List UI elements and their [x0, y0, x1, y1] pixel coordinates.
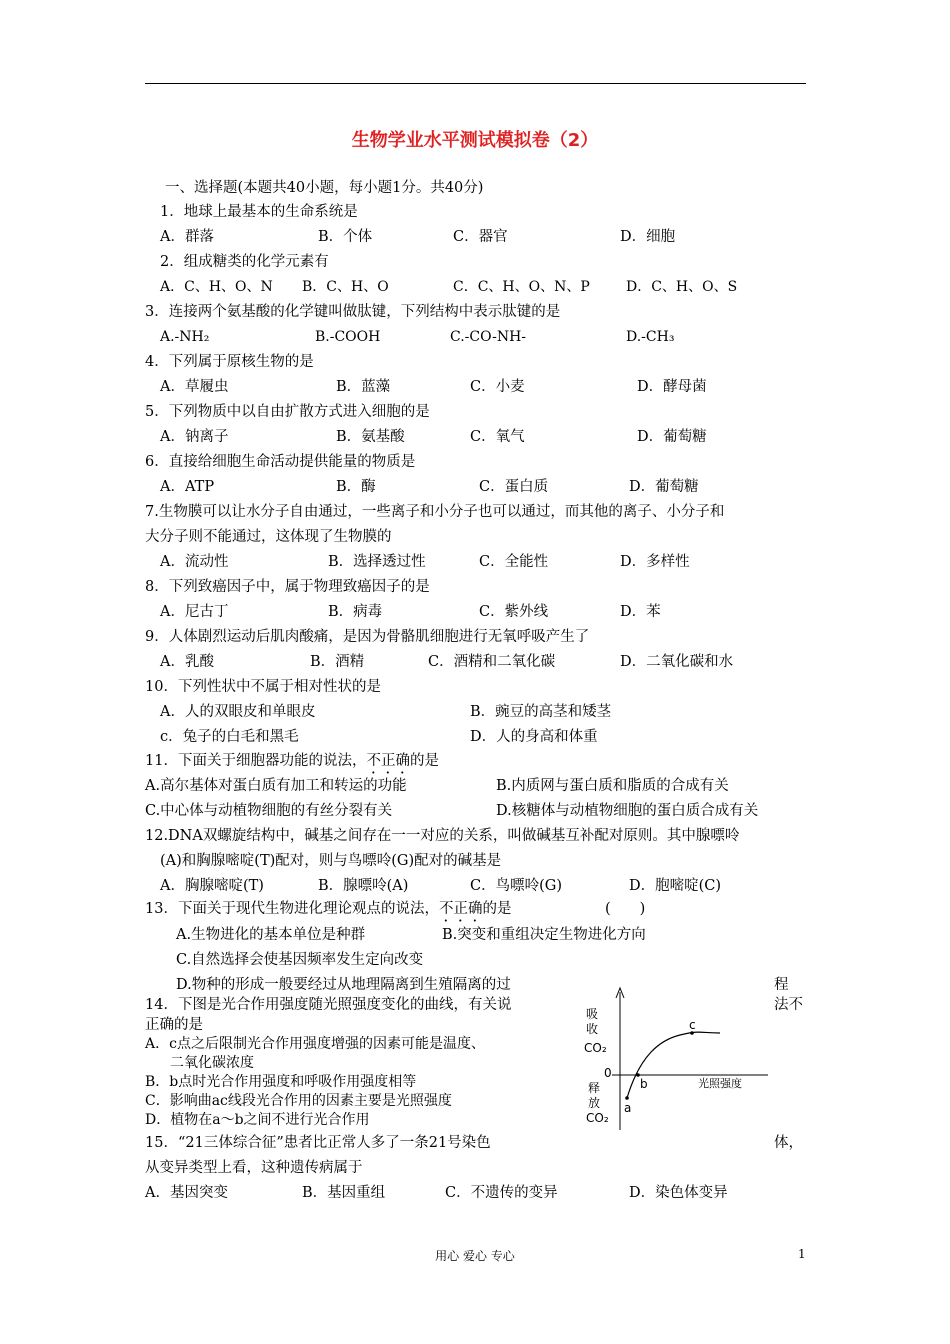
q4-option-b: B．蓝藻: [336, 379, 391, 395]
point-a-label: a: [624, 1101, 632, 1115]
q14-option-a-line2: 二氧化碳浓度: [170, 1055, 254, 1071]
q3-option-a: A.-NH₂: [160, 329, 210, 345]
q11-option-a: A.高尔基体对蛋白质有加工和转运的功能: [145, 778, 407, 794]
q15-option-c: C．不遗传的变异: [445, 1185, 558, 1201]
q12-option-c: C．鸟嘌呤(G): [470, 878, 562, 894]
q11-option-d: D.核糖体与动植物细胞的蛋白质合成有关: [496, 803, 759, 819]
q4-option-a: A．草履虫: [160, 379, 229, 395]
y-label-absorb-1: 吸: [586, 1007, 599, 1021]
q6-option-b: B．酶: [336, 479, 376, 495]
q8-option-d: D．苯: [620, 604, 661, 620]
q14-option-d: D．植物在a～b之间不进行光合作用: [145, 1112, 370, 1128]
q6-option-a: A．ATP: [160, 479, 215, 495]
q13-option-a: A.生物进化的基本单位是种群: [176, 927, 366, 943]
q4-option-c: C．小麦: [470, 379, 525, 395]
q1-option-d: D．细胞: [620, 229, 676, 245]
q11-emphasis: 不正确: [366, 753, 410, 769]
q13-option-d-end: 程: [774, 977, 789, 993]
x-axis-label: 光照强度: [698, 1077, 742, 1090]
q1-option-c: C．器官: [453, 229, 508, 245]
photosynthesis-light-curve: [580, 980, 780, 1132]
q9-stem: 9．人体剧烈运动后肌肉酸痛，是因为骨骼肌细胞进行无氧呼吸产生了: [145, 629, 590, 645]
y-label-release-co2: CO₂: [586, 1111, 609, 1125]
q11-option-b: B.内质网与蛋白质和脂质的合成有关: [496, 778, 729, 794]
q14-stem-line2: 正确的是: [145, 1017, 203, 1033]
q12-stem-line1: 12.DNA双螺旋结构中，碱基之间存在一一对应的关系，叫做碱基互补配对原则。其中腺嘌呤: [145, 828, 740, 844]
q13-answer-paren: ( ): [605, 901, 646, 917]
q13-option-d: D.物种的形成一般要经过从地理隔离到生殖隔离的过: [176, 977, 511, 993]
q7-option-d: D．多样性: [620, 554, 690, 570]
q7-stem-line1: 7.生物膜可以让水分子自由通过，一些离子和小分子也可以通过，而其他的离子、小分子和: [145, 504, 725, 520]
q6-stem: 6．直接给细胞生命活动提供能量的物质是: [145, 454, 416, 470]
q15-stem-line1-end: 体，: [774, 1135, 803, 1151]
q9-option-a: A．乳酸: [160, 654, 214, 670]
q4-stem: 4．下列属于原核生物的是: [145, 354, 314, 370]
q8-option-b: B．病毒: [328, 604, 383, 620]
origin-label: 0: [604, 1066, 612, 1080]
q10-option-b: B．豌豆的高茎和矮茎: [470, 704, 612, 720]
q6-option-d: D．葡萄糖: [629, 479, 699, 495]
q12-option-b: B．腺嘌呤(A): [318, 878, 409, 894]
q9-option-c: C．酒精和二氧化碳: [428, 654, 556, 670]
q15-stem-line2: 从变异类型上看，这种遗传病属于: [145, 1160, 363, 1176]
q3-option-d: D.-CH₃: [626, 329, 675, 345]
page-number: 1: [798, 1247, 806, 1261]
q3-option-c: C.-CO-NH-: [450, 329, 527, 345]
q13-stem: [145, 900, 511, 925]
q11-stem: [145, 752, 439, 777]
q7-stem-line2: 大分子则不能通过，这体现了生物膜的: [145, 529, 392, 545]
q2-option-c: C．C、H、O、N、P: [453, 279, 590, 295]
q3-option-b: B.-COOH: [315, 329, 381, 345]
q2-option-d: D．C、H、O、S: [626, 279, 738, 295]
q9-option-d: D．二氧化碳和水: [620, 654, 734, 670]
q3-stem: 3．连接两个氨基酸的化学键叫做肽键，下列结构中表示肽键的是: [145, 304, 561, 320]
q11-stem-pre: 11．下面关于细胞器功能的说法，: [145, 753, 367, 769]
q7-option-c: C．全能性: [479, 554, 549, 570]
q10-stem: 10．下列性状中不属于相对性状的是: [145, 679, 381, 695]
q15-option-b: B．基因重组: [302, 1185, 386, 1201]
q8-stem: 8．下列致癌因子中，属于物理致癌因子的是: [145, 579, 430, 595]
q13-stem-pre: 13．下面关于现代生物进化理论观点的说法，: [145, 901, 439, 917]
q1-option-b: B．个体: [318, 229, 373, 245]
q13-option-b: B.突变和重组决定生物进化方向: [442, 927, 646, 943]
q6-option-c: C．蛋白质: [479, 479, 549, 495]
q14-stem-line1-end: 法不: [774, 997, 803, 1013]
q7-option-a: A．流动性: [160, 554, 229, 570]
q4-option-d: D．酵母菌: [637, 379, 707, 395]
q11-stem-post: 的是: [409, 753, 439, 769]
y-label-release-1: 释: [588, 1081, 601, 1095]
q10-option-d: D．人的身高和体重: [470, 729, 598, 745]
q5-option-a: A．钠离子: [160, 429, 229, 445]
q8-option-a: A．尼古丁: [160, 604, 229, 620]
section-heading: 一、选择题(本题共40小题，每小题1分。共40分): [165, 180, 484, 196]
q5-stem: 5．下列物质中以自由扩散方式进入细胞的是: [145, 404, 430, 420]
q14-option-c: C．影响曲ac线段光合作用的因素主要是光照强度: [145, 1093, 452, 1109]
y-label-release-2: 放: [588, 1096, 601, 1110]
q12-option-a: A．胸腺嘧啶(T): [160, 878, 264, 894]
y-label-absorb-2: 收: [586, 1022, 599, 1036]
q15-stem-line1: 15．“21三体综合征”患者比正常人多了一条21号染色: [145, 1135, 491, 1151]
point-b-label: b: [640, 1077, 648, 1091]
q12-stem-line2: (A)和胸腺嘧啶(T)配对，则与鸟嘌呤(G)配对的碱基是: [160, 853, 502, 869]
q7-option-b: B．选择透过性: [328, 554, 426, 570]
page-title: 生物学业水平测试模拟卷（2）: [351, 130, 599, 151]
q14-option-b: B．b点时光合作用强度和呼吸作用强度相等: [145, 1074, 417, 1090]
q15-option-a: A．基因突变: [145, 1185, 228, 1201]
q1-option-a: A．群落: [160, 229, 214, 245]
q15-option-d: D．染色体变异: [629, 1185, 728, 1201]
q13-stem-post: 的是: [482, 901, 512, 917]
q1-stem: 1．地球上最基本的生命系统是: [160, 204, 358, 220]
footer-text: 用心 爱心 专心: [435, 1249, 515, 1263]
q2-stem: 2．组成糖类的化学元素有: [160, 254, 329, 270]
header-rule: [145, 83, 806, 84]
q2-option-a: A．C、H、O、N: [160, 279, 273, 295]
q14-option-a-line1: A．c点之后限制光合作用强度增强的因素可能是温度、: [145, 1036, 485, 1052]
point-c-label: c: [689, 1018, 696, 1032]
y-label-absorb-co2: CO₂: [584, 1041, 607, 1055]
q9-option-b: B．酒精: [310, 654, 365, 670]
q8-option-c: C．紫外线: [479, 604, 549, 620]
q13-emphasis: 不正确: [438, 901, 483, 917]
q10-option-c: c．兔子的白毛和黑毛: [160, 729, 299, 745]
q2-option-b: B．C、H、O: [302, 279, 389, 295]
point-a-marker: [625, 1096, 629, 1100]
q14-stem-line1: 14．下图是光合作用强度随光照强度变化的曲线，有关说: [145, 997, 512, 1013]
q12-option-d: D．胞嘧啶(C): [629, 878, 722, 894]
q13-option-c: C.自然选择会使基因频率发生定向改变: [176, 952, 424, 968]
q5-option-d: D．葡萄糖: [637, 429, 707, 445]
q5-option-b: B．氨基酸: [336, 429, 405, 445]
q11-option-c: C.中心体与动植物细胞的有丝分裂有关: [145, 803, 393, 819]
q5-option-c: C．氧气: [470, 429, 525, 445]
q10-option-a: A．人的双眼皮和单眼皮: [160, 704, 316, 720]
